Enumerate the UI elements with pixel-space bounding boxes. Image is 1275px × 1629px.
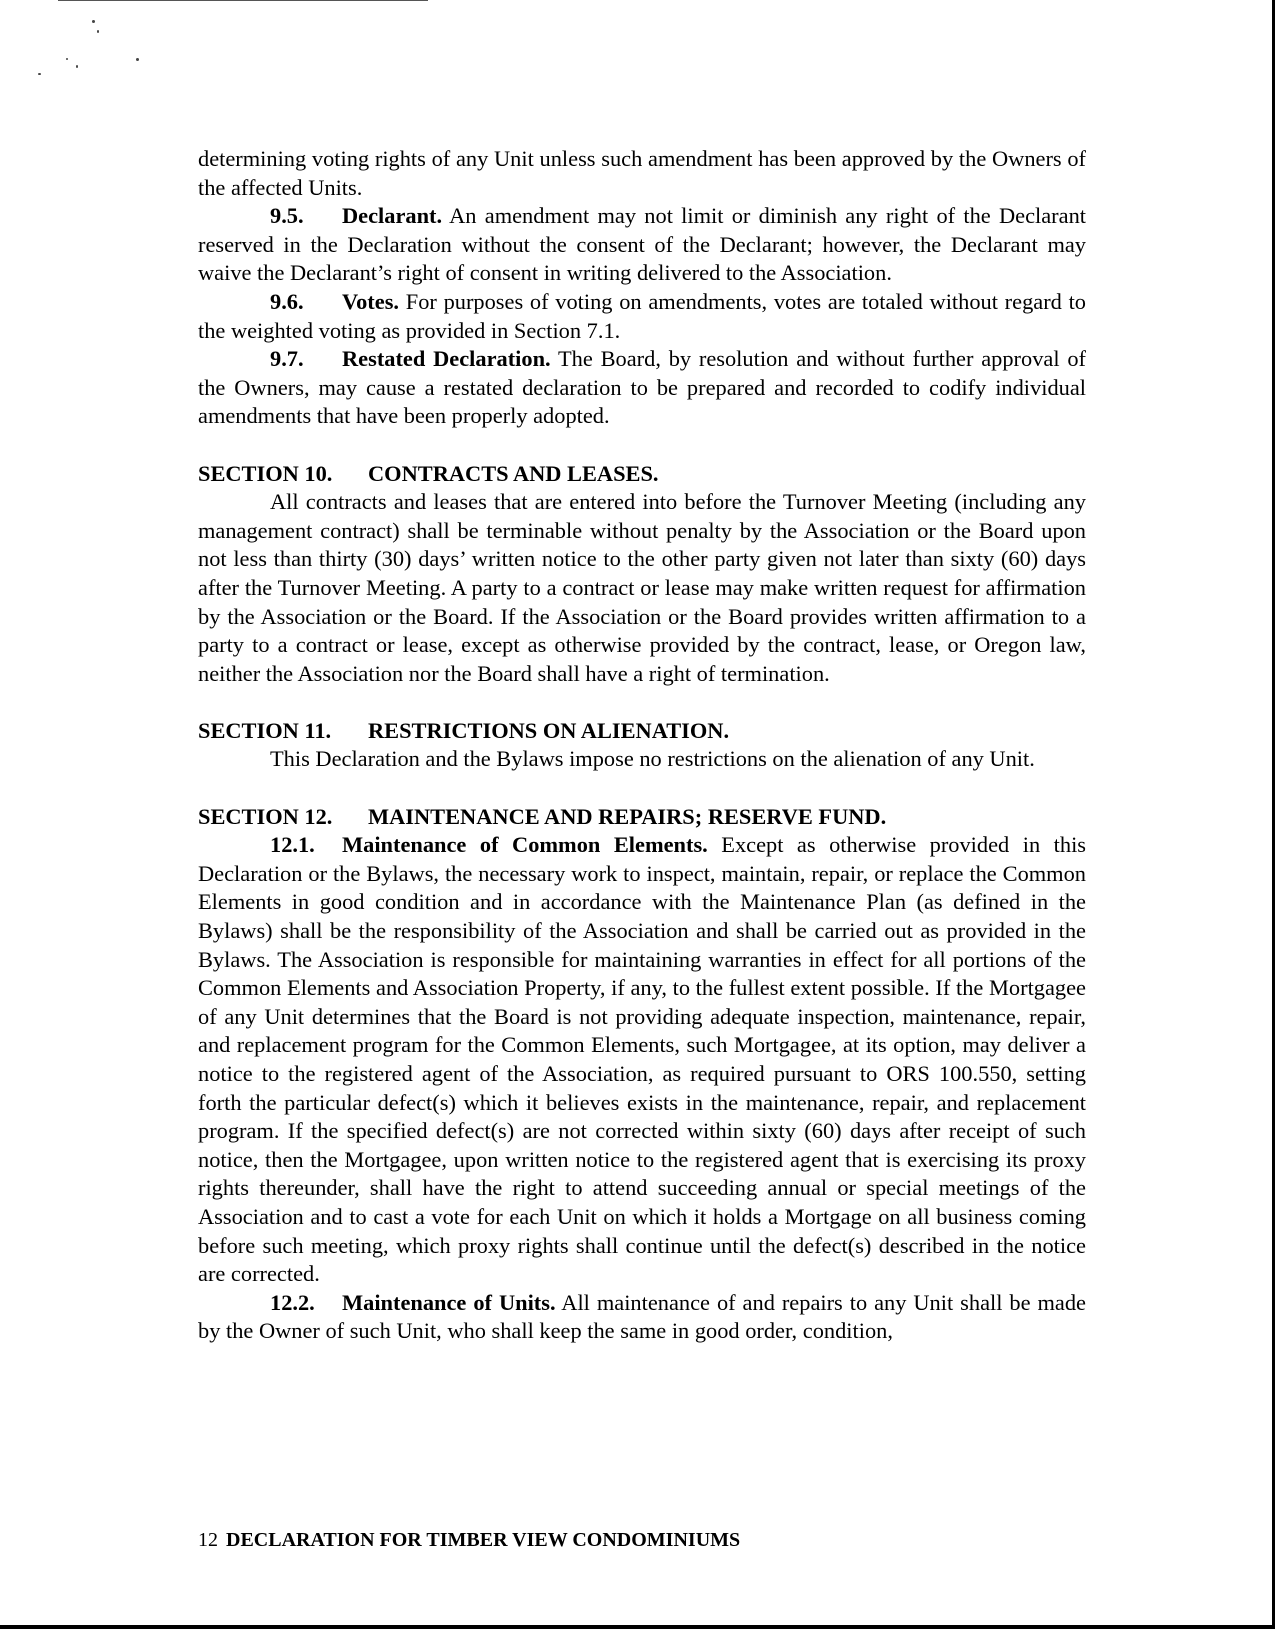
section-12-heading	[198, 803, 1086, 832]
section-number: SECTION 10.	[198, 460, 333, 486]
scan-speck	[38, 73, 41, 75]
scan-speck	[97, 30, 99, 33]
section-10-text: All contracts and leases that are entered into before the Turnover Meeting (including any management contract) shall be terminable without penalty by the Association or the Board upon not less than thirty (30) days’ written notice to the other party given not later than sixty (60) days after the Turnover Meeting. A party to a contract or lease may make written request for affirmation by the Association or the Board. If the Association or the Board provides written affirmation to a party to a contract or lease, except as otherwise provided by the contract, lease, or Oregon law, neither the Association nor the Board shall have a right of termination.	[198, 489, 1086, 686]
section-11-heading	[198, 717, 1086, 746]
scan-speck	[92, 20, 95, 23]
section-title: CONTRACTS AND LEASES.	[368, 460, 659, 486]
subsection-12-1	[198, 831, 1086, 1289]
subsection-number: 9.5.	[270, 203, 304, 229]
subsection-text: An amendment may not limit or diminish any right of the Declarant reserved in the Declaration without the consent of the Declarant; however, the Declarant may waive the Declarant’s right of consent in writing delivered to the Association.	[198, 203, 1086, 286]
section-number: SECTION 11.	[198, 717, 332, 743]
subsection-text: The Board, by resolution and without further approval of the Owners, may cause a restated declaration to be prepared and recorded to codify individual amendments that have been properly adopted.	[198, 346, 1086, 429]
subsection-text: For purposes of voting on amendments, votes are totaled without regard to the weighted voting as provided in Section 7.1.	[198, 288, 1086, 343]
subsection-9-7	[198, 345, 1086, 431]
scan-top-rule	[58, 0, 428, 1]
scan-speck	[136, 58, 139, 61]
subsection-9-5	[198, 202, 1086, 288]
subsection-heading: Votes.	[342, 288, 400, 314]
page-number: 12	[198, 1529, 218, 1551]
subsection-text: All maintenance of and repairs to any Unit shall be made by the Owner of such Unit, who shall keep the same in good order, condition,	[198, 1289, 1086, 1344]
opening-paragraph	[198, 145, 1086, 202]
subsection-number: 12.1.	[270, 832, 315, 858]
subsection-number: 9.6.	[270, 288, 304, 314]
subsection-heading: Maintenance of Common Elements.	[342, 832, 708, 858]
scan-bottom-edge	[0, 1625, 1275, 1629]
scan-speck	[76, 65, 78, 68]
subsection-12-2	[198, 1289, 1086, 1346]
document-title: DECLARATION FOR TIMBER VIEW CONDOMINIUMS	[226, 1529, 741, 1551]
section-title: RESTRICTIONS ON ALIENATION.	[368, 717, 730, 743]
section-number: SECTION 12.	[198, 803, 333, 829]
opening-text: determining voting rights of any Unit unless such amendment has been approved by the Owners of the affected Units.	[198, 146, 1086, 200]
section-title: MAINTENANCE AND REPAIRS; RESERVE FUND.	[368, 803, 887, 829]
subsection-heading: Restated Declaration.	[342, 346, 551, 372]
subsection-number: 9.7.	[270, 346, 304, 372]
scan-speck	[66, 58, 68, 60]
page-body	[198, 145, 1086, 1346]
section-11-text: This Declaration and the Bylaws impose no restrictions on the alienation of any Unit.	[270, 746, 1035, 772]
subsection-heading: Declarant.	[342, 203, 443, 229]
section-10-heading	[198, 460, 1086, 489]
subsection-number: 12.2.	[270, 1289, 315, 1315]
page-footer	[198, 1528, 740, 1552]
subsection-heading: Maintenance of Units.	[342, 1289, 556, 1315]
subsection-text: Except as otherwise provided in this Declaration or the Bylaws, the necessary work to inspect, maintain, repair, or replace the Common Elements in good condition and in accordance with the Maintenance Plan (as defined in the Bylaws) shall be the responsibility of the Association and shall be carried out as provided in the Bylaws. The Association is responsible for maintaining warranties in effect for all portions of the Common Elements and Association Property, if any, to the fullest extent possible. If the Mortgagee of any Unit determines that the Board is not providing adequate inspection, maintenance, repair, and replacement program for the Common Elements, such Mortgagee, at its option, may deliver a notice to the registered agent of the Association, as required pursuant to ORS 100.550, setting forth the particular defect(s) which it believes exists in the maintenance, repair, and replacement program. If the specified defect(s) are not corrected within sixty (60) days after receipt of such notice, then the Mortgagee, upon written notice to the registered agent that is exercising its proxy rights thereunder, shall have the right to attend succeeding annual or special meetings of the Association and to cast a vote for each Unit on which it holds a Mortgage on all business coming before such meeting, which proxy rights shall continue until the defect(s) described in the notice are corrected.	[198, 832, 1087, 1287]
subsection-9-6	[198, 288, 1086, 345]
